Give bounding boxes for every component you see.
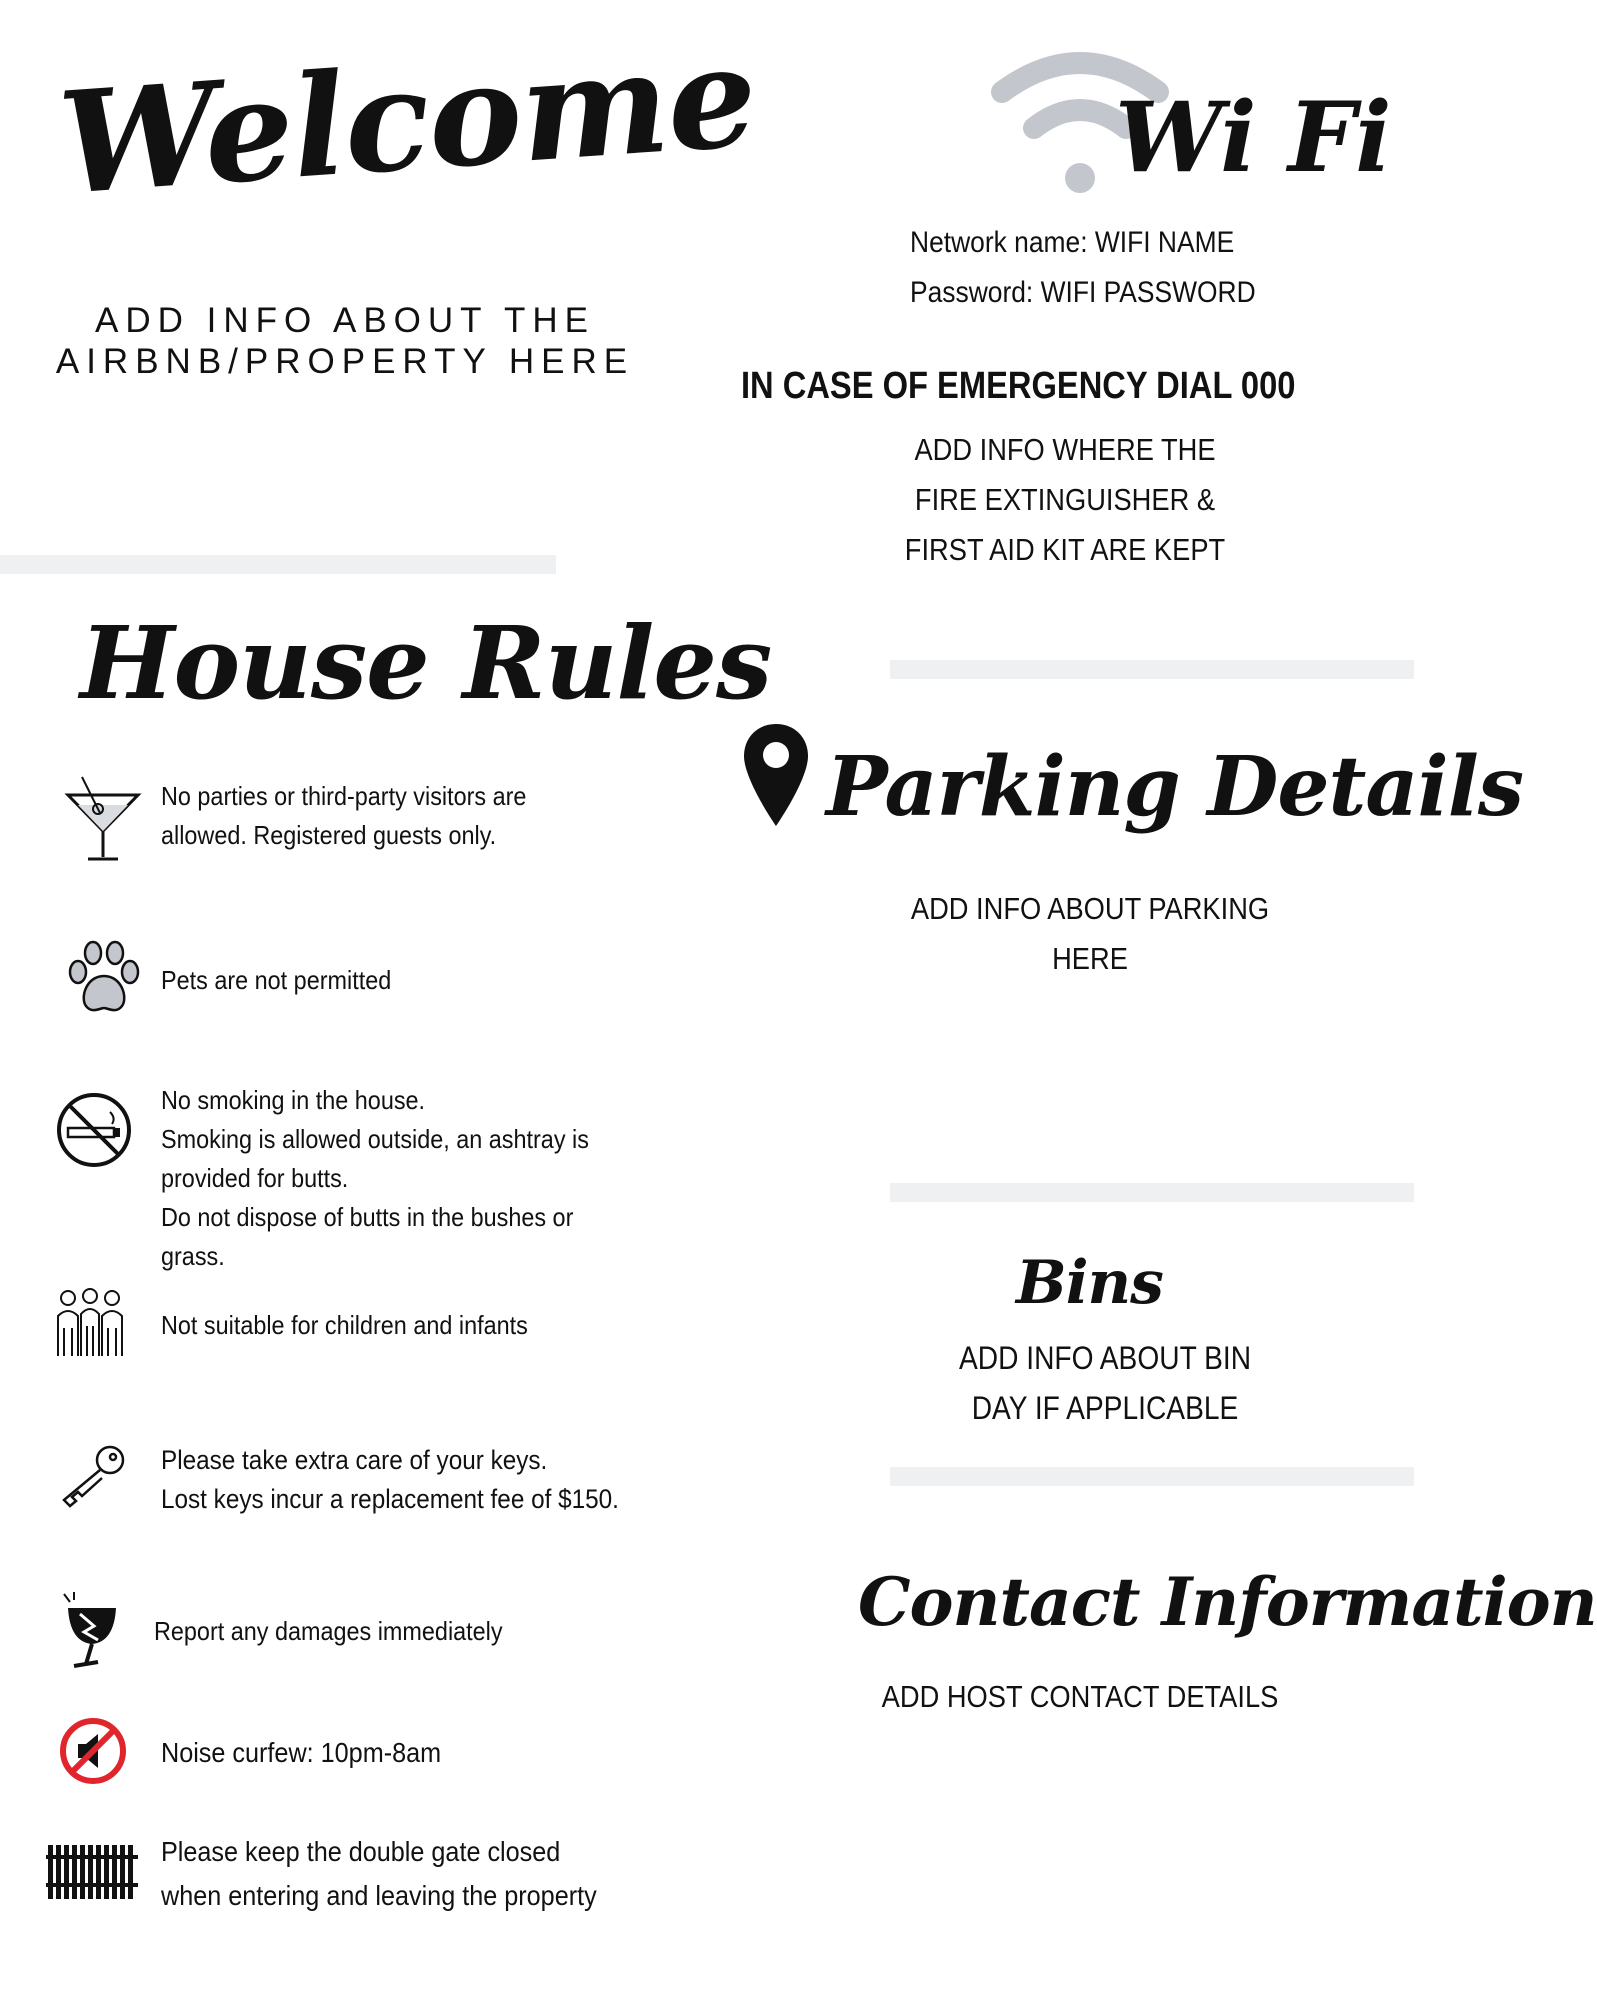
rule-text-8 (161, 1830, 597, 1918)
welcome-title: Welcome (54, 14, 761, 227)
rule-text-7 (161, 1733, 441, 1772)
rule-text-5 (161, 1441, 619, 1519)
rule-3-line-3: provided for butts. (161, 1163, 349, 1193)
rule-1-line-1: No parties or third-party visitors are (161, 781, 527, 811)
bins-info (916, 1333, 1294, 1433)
contact-title: Contact Information (858, 1563, 1597, 1641)
rule-3-line-4: Do not dispose of butts in the bushes or (161, 1202, 574, 1232)
parking-line-2: HERE (1052, 941, 1128, 976)
emergency-info (858, 425, 1272, 575)
rule-text-4 (161, 1306, 528, 1345)
rule-text-1 (161, 777, 526, 855)
no-sound-icon (58, 1716, 128, 1786)
parking-line-1: ADD INFO ABOUT PARKING (910, 891, 1270, 926)
family-icon (54, 1288, 126, 1358)
no-smoking-icon (54, 1090, 134, 1170)
rule-8-line-2: when entering and leaving the property (161, 1880, 597, 1911)
broken-glass-icon (60, 1590, 126, 1670)
divider-left (0, 555, 556, 574)
emergency-line-3: FIRST AID KIT ARE KEPT (904, 532, 1226, 567)
wifi-details (910, 218, 1256, 318)
contact-details: ADD HOST CONTACT DETAILS (881, 1679, 1279, 1714)
welcome-info-line-2: AIRBNB/PROPERTY HERE (55, 342, 635, 381)
parking-title: Parking Details (826, 739, 1524, 835)
parking-info (888, 884, 1293, 984)
fence-icon (46, 1841, 140, 1901)
rule-5-line-1: Please take extra care of your keys. (161, 1445, 548, 1475)
rule-text-3 (161, 1081, 589, 1276)
location-pin-icon (742, 722, 810, 828)
emergency-line-2: FIRE EXTINGUISHER & (914, 482, 1216, 517)
rule-text-6 (154, 1612, 503, 1651)
rule-4-line-1: Not suitable for children and infants (161, 1310, 528, 1340)
wifi-title: Wi Fi (1115, 81, 1391, 194)
divider-right-3 (890, 1467, 1414, 1486)
rule-1-line-2: allowed. Registered guests only. (161, 820, 497, 850)
rule-7-line-1: Noise curfew: 10pm-8am (161, 1737, 442, 1768)
rule-3-line-5: grass. (161, 1241, 225, 1271)
rule-2-line-1: Pets are not permitted (161, 965, 392, 995)
welcome-info-line-1: ADD INFO ABOUT THE (94, 301, 596, 340)
martini-glass-icon (64, 775, 144, 865)
house-rules-title: House Rules (80, 604, 772, 722)
welcome-info (40, 300, 650, 382)
rule-8-line-1: Please keep the double gate closed (161, 1836, 561, 1867)
rule-text-2 (161, 961, 391, 1000)
bins-line-2: DAY IF APPLICABLE (971, 1390, 1239, 1426)
divider-right-2 (890, 1183, 1414, 1202)
wifi-network-name: Network name: WIFI NAME (910, 226, 1235, 259)
emergency-line-1: ADD INFO WHERE THE (914, 432, 1216, 467)
key-icon (58, 1444, 128, 1510)
divider-right-1 (890, 660, 1414, 679)
paw-print-icon (64, 940, 144, 1016)
wifi-password: Password: WIFI PASSWORD (910, 276, 1256, 309)
rule-5-line-2: Lost keys incur a replacement fee of $150. (161, 1484, 619, 1514)
rule-3-line-1: No smoking in the house. (161, 1085, 426, 1115)
rule-3-line-2: Smoking is allowed outside, an ashtray is (161, 1124, 589, 1154)
bins-line-1: ADD INFO ABOUT BIN (958, 1340, 1252, 1376)
rule-6-line-1: Report any damages immediately (154, 1616, 503, 1646)
bins-title: Bins (1016, 1248, 1163, 1318)
emergency-heading: IN CASE OF EMERGENCY DIAL 000 (740, 365, 1296, 407)
